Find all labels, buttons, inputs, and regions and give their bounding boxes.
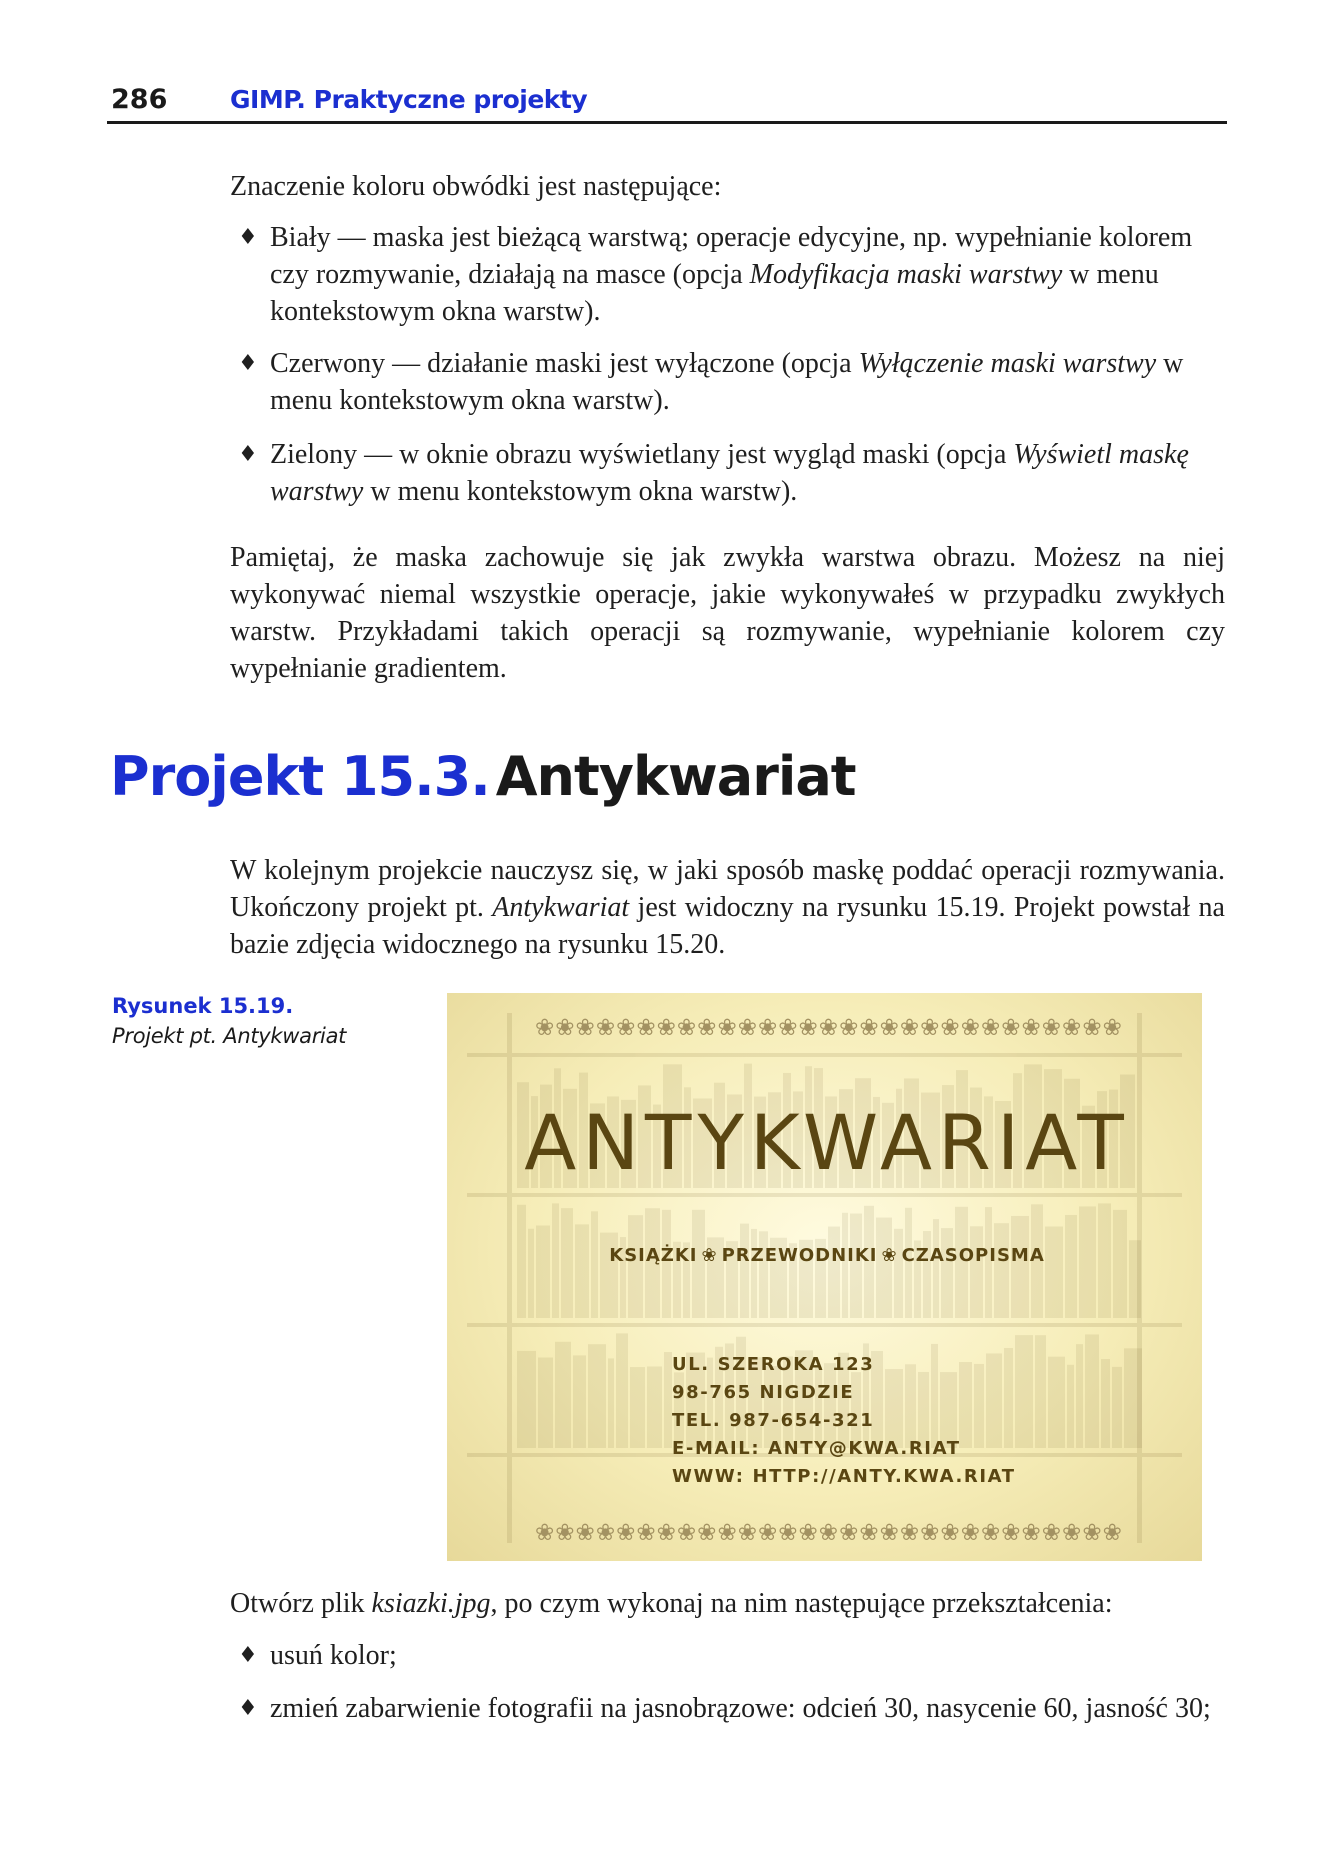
book-spine (1112, 1367, 1122, 1448)
book-spine (588, 1344, 606, 1448)
book-spine (1048, 1357, 1065, 1448)
book-spine (876, 1218, 892, 1318)
book-spine (933, 1219, 939, 1318)
sign-title: ANTYKWARIAT (524, 1098, 1130, 1187)
flower-icon: ❀ (701, 1245, 718, 1266)
book-spine (1011, 1216, 1029, 1318)
book-spine (1076, 1344, 1083, 1448)
book-spine (828, 1227, 840, 1318)
address-block (672, 1351, 1016, 1491)
page-header (107, 80, 1227, 124)
bullet-mark-icon: ♦ (238, 351, 258, 376)
book-spine (538, 1357, 553, 1448)
flower-border-bottom: ❀❀❀❀❀❀❀❀❀❀❀❀❀❀❀❀❀❀❀❀❀❀❀❀❀❀❀❀❀ (535, 1520, 1123, 1546)
intro-text: Znaczenie koloru obwódki jest następujące: (230, 171, 722, 202)
flower-icon: ❀ (881, 1245, 898, 1266)
book-spine (608, 1358, 614, 1448)
sign-categories: KSIĄŻKI ❀ PRZEWODNIKI ❀ CZASOPISMA (609, 1245, 1045, 1266)
book-spine (941, 1228, 953, 1318)
bullet-mark-icon: ♦ (238, 1643, 258, 1668)
book-spine (628, 1215, 643, 1318)
figure-description: Projekt pt. Antykwariat (112, 1024, 347, 1048)
figure-caption (112, 990, 392, 1050)
book-spine (517, 1351, 536, 1448)
book-spine (1101, 1359, 1110, 1448)
book-spine (740, 1224, 749, 1318)
bullet-mark-icon: ♦ (238, 1696, 258, 1721)
book-spine (1035, 1335, 1046, 1448)
antykwariat-figure (447, 993, 1202, 1561)
address-line: TEL. 987-654-321 (672, 1410, 875, 1431)
address-line: UL. SZEROKA 123 (672, 1354, 875, 1375)
mask-paragraph: Pamiętaj, że maska zachowuje się jak zwykła warstwa obrazu. Możesz na niej wykonywać niemal wszystkie operacje, jakie wykonywałeś w przypadku zwykłych warstw. Przykładami takich operacji są rozmywanie, wypełnianie kolorem czy wypełnianie gradientem. (230, 542, 1225, 684)
book-spine (647, 1366, 662, 1448)
book-spine (1067, 1365, 1074, 1448)
bullet-red (238, 345, 1233, 419)
book-spine (970, 1226, 983, 1318)
book-spine (1085, 1334, 1099, 1448)
book-spine (994, 1223, 1009, 1318)
address-line: WWW: HTTP://ANTY.KWA.RIAT (672, 1466, 1016, 1487)
bullet-text: Biały — maska jest bieżącą warstwą; operacje edycyjne, np. wypełnianie kolorem czy rozmywanie, działają na masce (opcja Modyfikacja maski warstwy w menu kontekstowym okna warstw). (270, 222, 1193, 327)
book-title: GIMP. Praktyczne projekty (230, 85, 588, 114)
book-spine (616, 1333, 628, 1448)
section-heading (110, 745, 856, 808)
book-spine (664, 1352, 672, 1448)
section-title: Antykwariat (495, 745, 856, 808)
flower-border-top: ❀❀❀❀❀❀❀❀❀❀❀❀❀❀❀❀❀❀❀❀❀❀❀❀❀❀❀❀❀ (535, 1015, 1123, 1041)
bullet-green (238, 436, 1233, 510)
step-bullet-colorize (238, 1690, 1233, 1727)
bullet-text: zmień zabarwienie fotografii na jasnobrązowe: odcień 30, nasycenie 60, jasność 30; (270, 1693, 1211, 1724)
book-spine (751, 1229, 757, 1318)
book-spine (630, 1367, 645, 1448)
figure-label: Rysunek 15.19. (112, 994, 294, 1018)
book-spine (1045, 1227, 1063, 1318)
book-spine (1124, 1348, 1142, 1448)
bullet-text: Zielony — w oknie obrazu wyświetlany jest wygląd maski (opcja Wyświetl maskę warstwy w menu kontekstowym okna warstw). (270, 439, 1189, 507)
book-spine (573, 1355, 586, 1448)
address-line: 98-765 NIGDZIE (672, 1382, 855, 1403)
bullet-mark-icon: ♦ (238, 225, 258, 250)
page-number: 286 (111, 84, 168, 115)
address-line: E-MAIL: ANTY@KWA.RIAT (672, 1438, 961, 1459)
bullet-white (238, 219, 1233, 330)
bullet-text: usuń kolor; (270, 1640, 397, 1671)
section-number: Projekt 15.3. (110, 745, 490, 808)
book-spine (528, 1229, 534, 1318)
book-spine (575, 1224, 589, 1318)
open-file-text: Otwórz plik ksiazki.jpg, po czym wykonaj na nim następujące przekształcenia: (230, 1588, 1113, 1619)
step-bullet-remove-color (238, 1637, 1233, 1674)
book-spine (1065, 1215, 1077, 1318)
project-intro: W kolejnym projekcie nauczysz się, w jaki sposób maskę poddać operacji rozmywania. Ukończony projekt pt. Antykwariat jest widoczny na rysunku 15.19. Projekt powstał na bazie zdjęcia widocznego na rysunku 15.20. (230, 855, 1225, 960)
book-spine (536, 1225, 550, 1318)
book-spine (894, 1229, 903, 1318)
book-spine (555, 1342, 571, 1448)
bullet-mark-icon: ♦ (238, 442, 258, 467)
book-spine (1015, 1335, 1033, 1448)
bullet-text: Czerwony — działanie maski jest wyłączone (opcja Wyłączenie maski warstwy w menu kontekstowym okna warstw). (270, 348, 1184, 416)
